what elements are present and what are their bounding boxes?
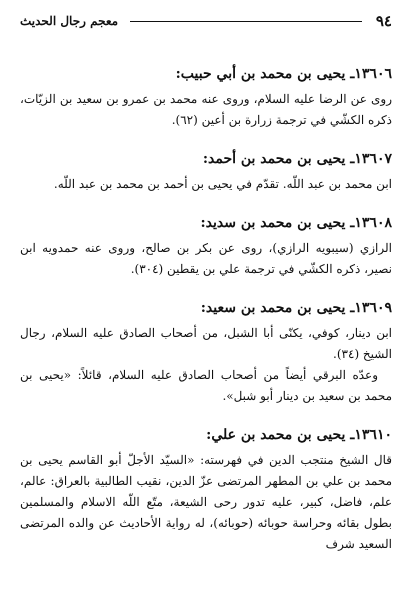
entry-name: يحيى بن محمد بن سديد: <box>200 215 346 231</box>
entry-paragraph: ابن محمد بن عبد اللّه. تقدّم في يحيى بن أحمد بن محمد بن عبد اللّه. <box>53 177 392 191</box>
entry-paragraph: قال الشيخ منتجب الدين في فهرسته: «السيّد الأجلّ أبو القاسم يحيى بن محمد بن علي بن المطهر المرتضى عزّ الدين، نقيب الطالبية بالعراق: عالم، علم، فاضل، كبير، عليه تدور رحى الشيعة، متّع اللّه الاسلام والمسلمين بطول بقائه وحراسة حوبائه (حوبائه)، له رواية الأحاديث عن والده المرتضى السعيد شرف <box>20 453 392 551</box>
entry <box>20 64 392 131</box>
entry-heading: ١٣٦٠٧ـ يحيى بن محمد بن أحمد: <box>202 151 392 167</box>
entry-name: يحيى بن محمد بن سعيد: <box>200 300 346 316</box>
page-number: ٩٤ <box>375 12 392 30</box>
entry-paragraph: روى عن الرضا عليه السلام، وروى عنه محمد بن عمرو بن سعيد بن الزيّات، ذكره الكشّي في ترجمة زرارة بن أعين (٦٢). <box>20 92 392 127</box>
entry-number: ١٣٦١٠ <box>354 427 392 443</box>
entry <box>20 213 392 280</box>
entries-list <box>20 64 392 573</box>
entry-paragraph: وعدّه البرقي أيضاً من أصحاب الصادق عليه السلام، قائلاً: «يحيى بن محمد بن سعيد بن دينار أبو شبل». <box>20 368 392 403</box>
entry-heading: ١٣٦٠٩ـ يحيى بن محمد بن سعيد: <box>200 300 392 316</box>
entry-heading: ١٣٦٠٨ـ يحيى بن محمد بن سديد: <box>200 215 392 231</box>
entry-paragraph: ابن دينار، كوفي، يكنّى أبا الشبل، من أصحاب الصادق عليه السلام، رجال الشيخ (٣٤). <box>20 326 392 361</box>
entry-name: يحيى بن محمد بن أبي حبيب: <box>175 66 346 82</box>
entry-number: ١٣٦٠٩ <box>354 300 392 316</box>
entry-number: ١٣٦٠٦ <box>354 66 392 82</box>
entry-heading: ١٣٦٠٦ـ يحيى بن محمد بن أبي حبيب: <box>175 66 392 82</box>
entry-name: يحيى بن محمد بن أحمد: <box>202 151 346 167</box>
entry-heading: ١٣٦١٠ـ يحيى بن محمد بن علي: <box>206 427 392 443</box>
running-header <box>20 10 392 32</box>
entry <box>20 425 392 555</box>
entry <box>20 149 392 195</box>
entry-name: يحيى بن محمد بن علي: <box>206 427 346 443</box>
book-title: معجم رجال الحديث <box>20 14 119 28</box>
entry-paragraph: الرازي (سيبويه الرازي)، روى عن بكر بن صالح، وروى عنه حمدويه ابن نصير، ذكره الكشّي في ترجمة علي بن يقطين (٣٠٤). <box>20 241 392 276</box>
entry <box>20 298 392 407</box>
entry-number: ١٣٦٠٧ <box>354 151 392 167</box>
header-rule <box>130 21 362 22</box>
entry-number: ١٣٦٠٨ <box>354 215 392 231</box>
